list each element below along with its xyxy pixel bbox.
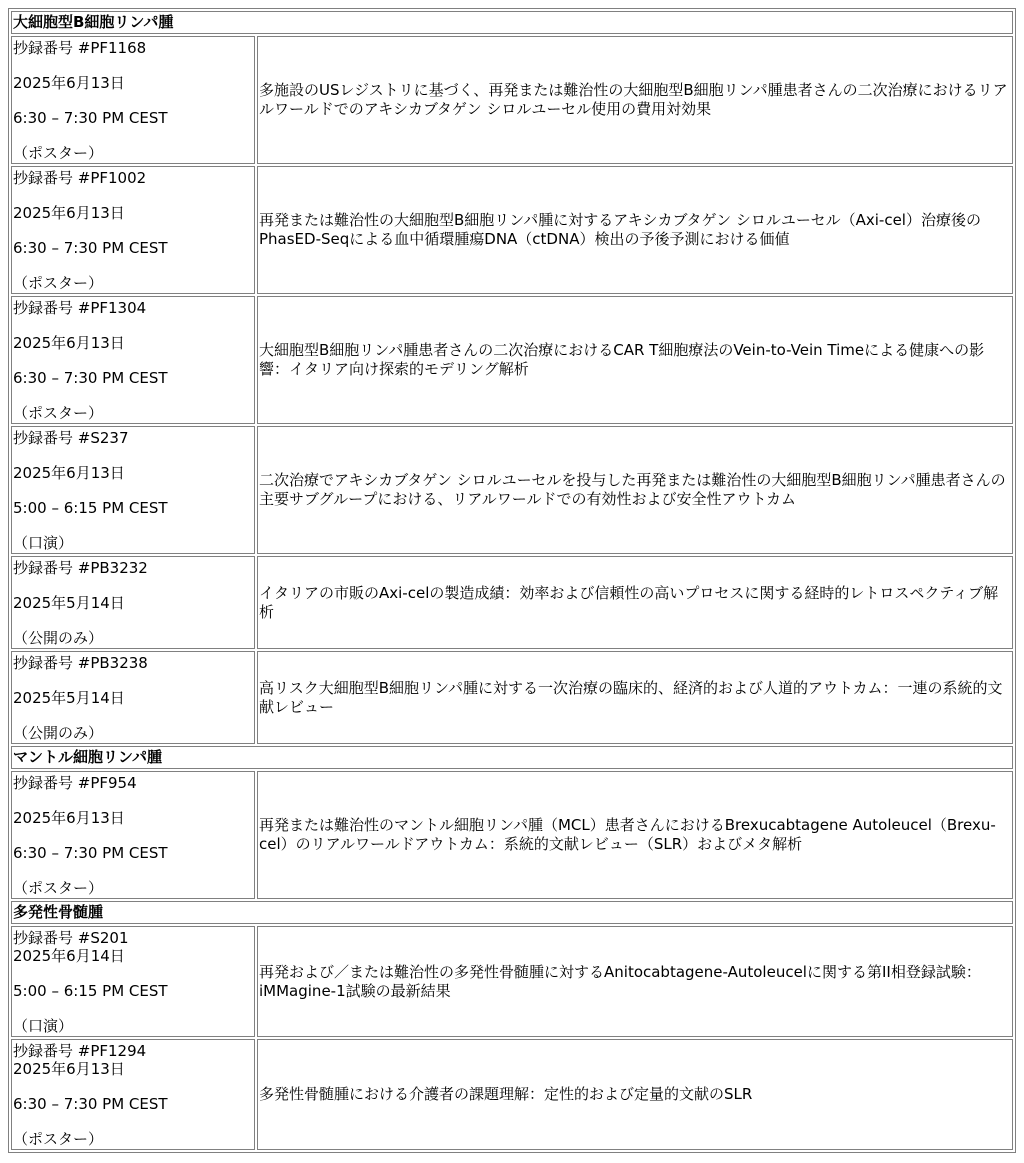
abstract-title: 再発および／または難治性の多発性骨髄腫に対するAnitocabtagene-Autoleucelに関する第II相登録試験：iMMagine-1試験の最新結果 [257,926,1013,1037]
presentation-type: （公開のみ） [13,723,104,742]
abstract-title: 多発性骨髄腫における介護者の課題理解：定性的および定量的文献のSLR [257,1039,1013,1150]
table-row [11,296,1013,424]
abstract-title: 再発または難治性のマントル細胞リンパ腫（MCL）患者さんにおけるBrexucabtagene Autoleucel（Brexu-cel）のリアルワールドアウトカム：系統的文献レビュー（SLR）およびメタ解析 [257,771,1013,899]
abstract-number: 抄録番号 #S201 [13,928,129,947]
presentation-type: （口演） [13,533,74,552]
section-heading: 多発性骨髄腫 [11,901,1013,924]
table-row [11,556,1013,649]
presentation-type: （口演） [13,1016,74,1035]
presentation-date: 2025年6月13日 [13,203,125,222]
abstract-meta-cell [11,771,255,899]
abstracts-table [8,8,1016,1153]
presentation-date: 2025年6月13日 [13,463,125,482]
abstract-number: 抄録番号 #PF1168 [13,38,147,57]
presentation-time: 6:30 – 7:30 PM CEST [13,1094,168,1113]
presentation-date: 2025年6月13日 [13,808,125,827]
presentation-date: 2025年6月14日 [13,946,125,965]
abstract-meta-cell [11,926,255,1037]
section-header-row [11,11,1013,34]
abstract-meta-cell [11,36,255,164]
abstract-meta-cell [11,426,255,554]
presentation-type: （ポスター） [13,403,104,422]
presentation-date: 2025年5月14日 [13,688,125,707]
abstract-title: 再発または難治性の大細胞型B細胞リンパ腫に対するアキシカブタゲン シロルユーセル（Axi-cel）治療後のPhasED-Seqによる血中循環腫瘍DNA（ctDNA）検出の予後予測における価値 [257,166,1013,294]
table-row [11,1039,1013,1150]
presentation-time: 6:30 – 7:30 PM CEST [13,843,168,862]
presentation-time: 5:00 – 6:15 PM CEST [13,498,168,517]
presentation-type: （公開のみ） [13,628,104,647]
table-row [11,36,1013,164]
presentation-time: 5:00 – 6:15 PM CEST [13,981,168,1000]
table-row [11,926,1013,1037]
abstract-meta-cell [11,296,255,424]
presentation-date: 2025年6月13日 [13,1059,125,1078]
presentation-time: 6:30 – 7:30 PM CEST [13,238,168,257]
table-body [11,11,1013,1150]
abstract-title: イタリアの市販のAxi-celの製造成績：効率および信頼性の高いプロセスに関する経時的レトロスペクティブ解析 [257,556,1013,649]
abstract-title: 大細胞型B細胞リンパ腫患者さんの二次治療におけるCAR T細胞療法のVein-to-Vein Timeによる健康への影響：イタリア向け探索的モデリング解析 [257,296,1013,424]
presentation-time: 6:30 – 7:30 PM CEST [13,108,168,127]
abstract-title: 高リスク大細胞型B細胞リンパ腫に対する一次治療の臨床的、経済的および人道的アウトカム：一連の系統的文献レビュー [257,651,1013,744]
section-header-row [11,901,1013,924]
abstract-title: 多施設のUSレジストリに基づく、再発または難治性の大細胞型B細胞リンパ腫患者さんの二次治療におけるリアルワールドでのアキシカブタゲン シロルユーセル使用の費用対効果 [257,36,1013,164]
presentation-type: （ポスター） [13,878,104,897]
abstract-number: 抄録番号 #S237 [13,428,129,447]
abstract-number: 抄録番号 #PF1002 [13,168,147,187]
presentation-date: 2025年6月13日 [13,73,125,92]
section-heading: 大細胞型B細胞リンパ腫 [11,11,1013,34]
presentation-type: （ポスター） [13,273,104,292]
abstract-meta-cell [11,556,255,649]
presentation-time: 6:30 – 7:30 PM CEST [13,368,168,387]
abstract-meta-cell [11,166,255,294]
section-heading: マントル細胞リンパ腫 [11,746,1013,769]
abstract-meta-cell [11,1039,255,1150]
abstract-number: 抄録番号 #PF954 [13,773,137,792]
abstract-number: 抄録番号 #PB3232 [13,558,148,577]
abstract-title: 二次治療でアキシカブタゲン シロルユーセルを投与した再発または難治性の大細胞型B細胞リンパ腫患者さんの主要サブグループにおける、リアルワールドでの有効性および安全性アウトカム [257,426,1013,554]
abstract-number: 抄録番号 #PB3238 [13,653,148,672]
presentation-date: 2025年6月13日 [13,333,125,352]
table-row [11,166,1013,294]
abstract-number: 抄録番号 #PF1294 [13,1041,147,1060]
abstract-meta-cell [11,651,255,744]
table-row [11,651,1013,744]
abstract-number: 抄録番号 #PF1304 [13,298,147,317]
table-row [11,771,1013,899]
presentation-date: 2025年5月14日 [13,593,125,612]
table-row [11,426,1013,554]
section-header-row [11,746,1013,769]
presentation-type: （ポスター） [13,1129,104,1148]
presentation-type: （ポスター） [13,143,104,162]
